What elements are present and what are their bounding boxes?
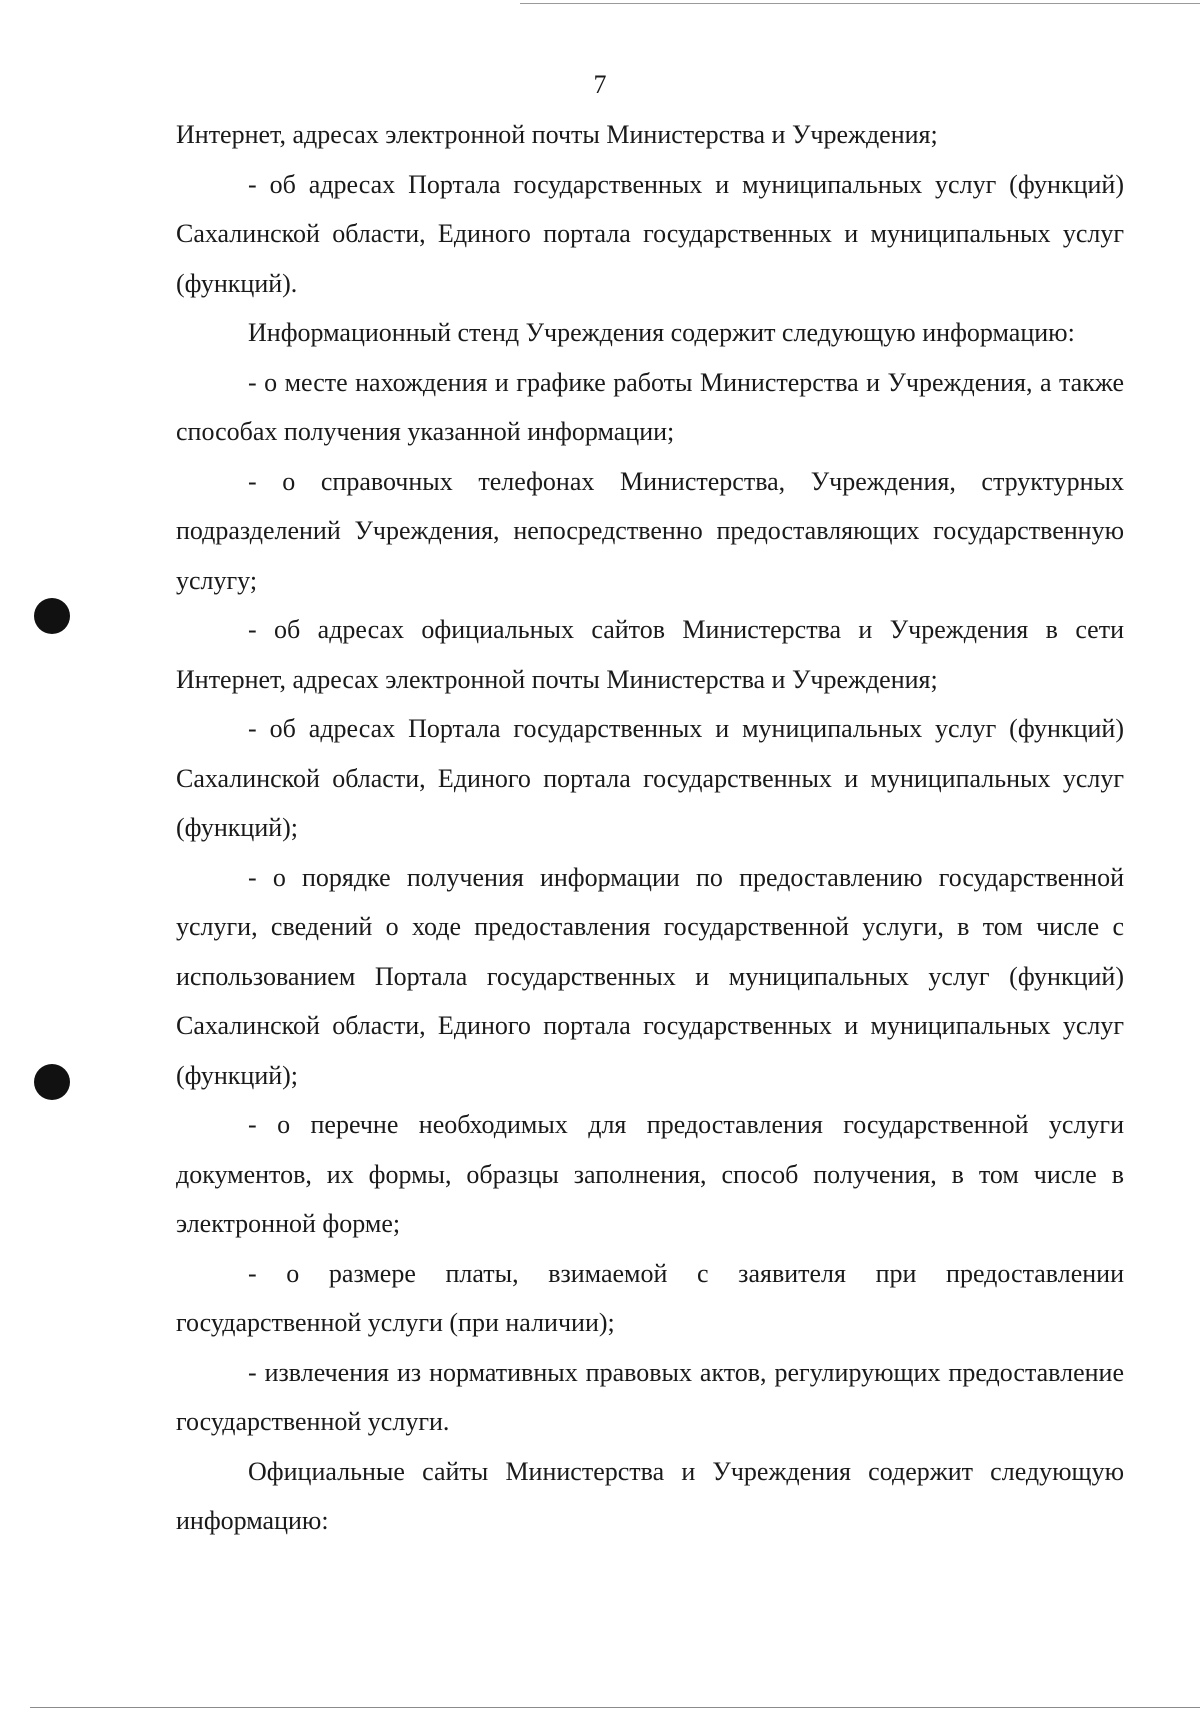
paragraph: - об адресах Портала государственных и муниципальных услуг (функций) Сахалинской области, Единого портала государственных и муниципальных услуг (функций); (176, 714, 1124, 842)
paragraph: Официальные сайты Министерства и Учреждения содержит следующую информацию: (176, 1456, 1124, 1535)
page-number: 7 (593, 70, 607, 99)
paragraph: - извлечения из нормативных правовых актов, регулирующих предоставление государственной услуги. (176, 1357, 1124, 1436)
scan-top-edge-line (520, 3, 1200, 4)
binder-hole-mark (34, 1064, 70, 1100)
document-body (176, 110, 1124, 1546)
paragraph: - о перечне необходимых для предоставления государственной услуги документов, их формы, образцы заполнения, способ получения, в том числе в электронной форме; (176, 1110, 1124, 1238)
paragraph: - о порядке получения информации по предоставлению государственной услуги, сведений о ходе предоставления государственной услуги, в том числе с использованием Портала государственных и муниципальных услуг (функций) Сахалинской области, Единого портала государственных и муниципальных услуг (функций); (176, 862, 1124, 1090)
paragraph: Информационный стенд Учреждения содержит следующую информацию: (248, 318, 1075, 347)
paragraph: Интернет, адресах электронной почты Министерства и Учреждения; (176, 120, 938, 149)
paragraph: - об адресах Портала государственных и муниципальных услуг (функций) Сахалинской области, Единого портала государственных и муниципальных услуг (функций). (176, 169, 1124, 298)
binder-hole-mark (34, 598, 70, 634)
paragraph: - о размере платы, взимаемой с заявителя при предоставлении государственной услуги (при наличии); (176, 1258, 1124, 1337)
paragraph: - об адресах официальных сайтов Министерства и Учреждения в сети Интернет, адресах электронной почты Министерства и Учреждения; (176, 615, 1124, 694)
scan-bottom-edge-line (30, 1707, 1200, 1708)
paragraph: - о справочных телефонах Министерства, Учреждения, структурных подразделений Учреждения, непосредственно предоставляющих государственную услугу; (176, 466, 1124, 595)
paragraph: - о месте нахождения и графике работы Министерства и Учреждения, а также способах получения указанной информации; (176, 367, 1124, 446)
